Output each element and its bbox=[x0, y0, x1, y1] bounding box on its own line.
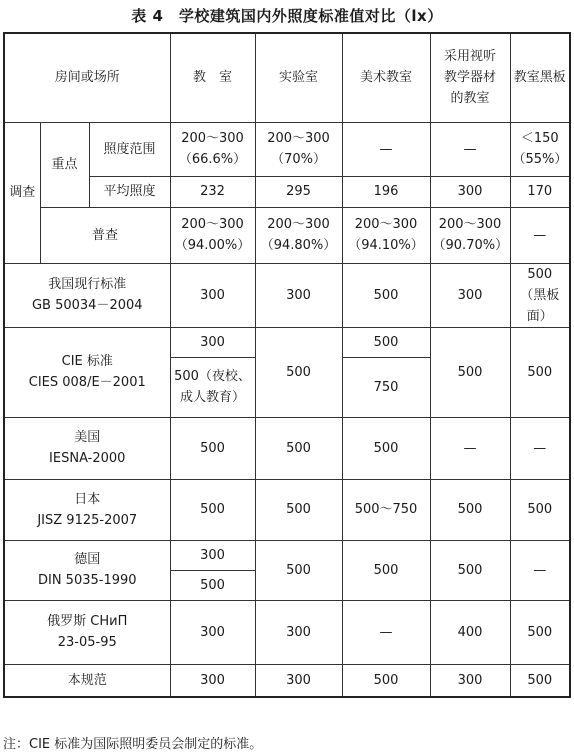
standard-name: 日本 bbox=[74, 491, 101, 507]
germany-row bbox=[4, 540, 570, 570]
cell: 500 bbox=[430, 540, 510, 600]
standard-code: 23-05-95 bbox=[57, 635, 117, 650]
cell: 500～750 bbox=[342, 479, 430, 540]
cell: 300 bbox=[255, 263, 342, 327]
cell-value: 500 bbox=[527, 266, 553, 282]
standard-code: DIN 5035-1990 bbox=[37, 573, 137, 588]
cell: — bbox=[510, 540, 570, 600]
china-row bbox=[4, 263, 570, 327]
cell: 500 bbox=[255, 417, 342, 479]
standard-name: CIE 标准 bbox=[61, 354, 113, 369]
cell bbox=[510, 122, 570, 176]
standard-name: 德国 bbox=[74, 552, 101, 567]
row-label bbox=[4, 263, 170, 327]
standard-code: CIES 008/E－2001 bbox=[28, 375, 146, 390]
cell: 750 bbox=[342, 357, 430, 417]
cell: 500 bbox=[510, 327, 570, 417]
standard-code: IESNA-2000 bbox=[49, 451, 126, 466]
cell: 500 bbox=[170, 479, 255, 540]
cell-percent: （94.80%） bbox=[260, 238, 337, 253]
header-lab: 实验室 bbox=[255, 33, 342, 122]
cell: — bbox=[510, 207, 570, 263]
cell: 300 bbox=[170, 263, 255, 327]
survey-general-label: 普查 bbox=[40, 207, 170, 263]
header-av-room bbox=[430, 33, 510, 122]
cell-value: 200～300 bbox=[267, 131, 330, 146]
this-code-row bbox=[4, 664, 570, 697]
cell bbox=[255, 122, 342, 176]
survey-range-row bbox=[4, 122, 570, 176]
cell: 170 bbox=[510, 176, 570, 207]
standard-code: GB 50034－2004 bbox=[31, 298, 143, 313]
survey-avg-label: 平均照度 bbox=[89, 176, 170, 207]
cell-percent: （66.6%） bbox=[178, 152, 247, 167]
japan-row bbox=[4, 479, 570, 540]
cell-value: 200～300 bbox=[181, 131, 244, 146]
cell-value: 200～300 bbox=[181, 217, 244, 232]
header-row bbox=[4, 33, 570, 122]
cell: 300 bbox=[430, 263, 510, 327]
standard-name: 美国 bbox=[74, 430, 101, 445]
header-room: 房间或场所 bbox=[4, 33, 170, 122]
cell: — bbox=[510, 417, 570, 479]
cell: — bbox=[430, 122, 510, 176]
header-art-room: 美术教室 bbox=[342, 33, 430, 122]
cell-percent: （70%） bbox=[271, 152, 326, 167]
cell bbox=[510, 263, 570, 327]
standard-name: 我国现行标准 bbox=[48, 277, 127, 292]
cell-value: 500（夜校、 bbox=[174, 369, 251, 384]
cell bbox=[170, 357, 255, 417]
cell-value: 200～300 bbox=[354, 217, 418, 232]
header-av-line3: 的教室 bbox=[450, 91, 490, 107]
cell: 500 bbox=[170, 417, 255, 479]
russia-row bbox=[4, 600, 570, 664]
header-av-line1: 采用视听 bbox=[444, 49, 497, 65]
row-label bbox=[4, 479, 170, 540]
cell: — bbox=[342, 122, 430, 176]
usa-row bbox=[4, 417, 570, 479]
cell: 500 bbox=[430, 479, 510, 540]
row-label: 本规范 bbox=[4, 664, 170, 697]
cell-note: 成人教育） bbox=[180, 390, 246, 405]
row-label bbox=[4, 540, 170, 600]
cell: 500 bbox=[342, 327, 430, 357]
header-classroom: 教 室 bbox=[170, 33, 255, 122]
cell bbox=[170, 122, 255, 176]
row-label bbox=[4, 327, 170, 417]
cell: 300 bbox=[170, 327, 255, 357]
cell: — bbox=[342, 600, 430, 664]
survey-label: 调查 bbox=[4, 122, 40, 263]
cell: 500 bbox=[342, 540, 430, 600]
cell-note: （黑板面） bbox=[520, 287, 560, 324]
cell: 500 bbox=[510, 479, 570, 540]
cell: 400 bbox=[430, 600, 510, 664]
cell: 300 bbox=[430, 664, 510, 697]
header-blackboard: 教室黑板 bbox=[510, 33, 570, 122]
cell-percent: （94.10%） bbox=[348, 238, 424, 253]
survey-key-label: 重点 bbox=[40, 122, 89, 207]
cell: — bbox=[430, 417, 510, 479]
cell-percent: （55%） bbox=[512, 152, 568, 167]
cell: 196 bbox=[342, 176, 430, 207]
table-note: 注：CIE 标准为国际照明委员会制定的标准。 bbox=[3, 737, 263, 752]
cell bbox=[342, 207, 430, 263]
row-label bbox=[4, 600, 170, 664]
table-title: 表 4 学校建筑国内外照度标准值对比（lx） bbox=[131, 7, 443, 25]
cell: 295 bbox=[255, 176, 342, 207]
cell: 500 bbox=[255, 327, 342, 417]
cell: 500 bbox=[255, 479, 342, 540]
cell: 500 bbox=[170, 570, 255, 600]
cell: 232 bbox=[170, 176, 255, 207]
cell: 300 bbox=[255, 664, 342, 697]
cell-value: 200～300 bbox=[438, 217, 502, 232]
cell: 500 bbox=[342, 664, 430, 697]
cell: 500 bbox=[430, 327, 510, 417]
cell bbox=[430, 207, 510, 263]
cell bbox=[255, 207, 342, 263]
header-av-line2: 教学器材 bbox=[444, 70, 497, 86]
cell: 500 bbox=[510, 600, 570, 664]
illuminance-comparison-table bbox=[3, 32, 571, 698]
cie-row bbox=[4, 327, 570, 357]
standard-name: 俄罗斯 СНиП bbox=[47, 614, 128, 629]
cell: 500 bbox=[342, 417, 430, 479]
cell: 300 bbox=[170, 664, 255, 697]
survey-range-label: 照度范围 bbox=[89, 122, 170, 176]
cell: 500 bbox=[255, 540, 342, 600]
standard-code: JISZ 9125-2007 bbox=[37, 512, 138, 528]
cell bbox=[170, 207, 255, 263]
cell: 300 bbox=[170, 600, 255, 664]
cell-value: ＜150 bbox=[520, 131, 559, 146]
cell: 300 bbox=[255, 600, 342, 664]
survey-general-row bbox=[4, 207, 570, 263]
cell-percent: （90.70%） bbox=[432, 238, 509, 253]
cell: 500 bbox=[342, 263, 430, 327]
cell: 300 bbox=[170, 540, 255, 570]
survey-avg-row bbox=[4, 176, 570, 207]
cell: 300 bbox=[430, 176, 510, 207]
cell-percent: （94.00%） bbox=[174, 238, 251, 253]
row-label bbox=[4, 417, 170, 479]
cell-value: 200～300 bbox=[267, 217, 330, 232]
cell: 500 bbox=[510, 664, 570, 697]
